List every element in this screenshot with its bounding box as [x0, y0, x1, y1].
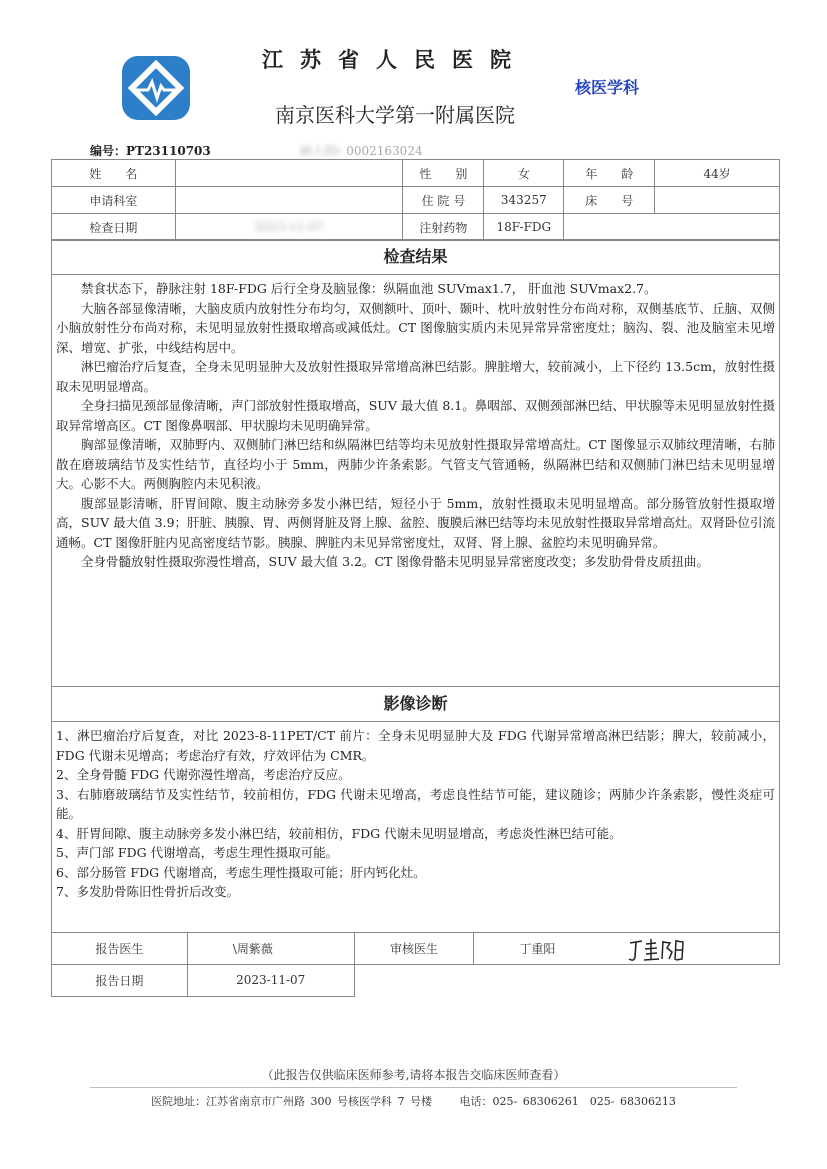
dept-value — [175, 187, 403, 214]
age-label: 年 龄 — [564, 160, 655, 187]
patient-info-table — [51, 159, 780, 241]
drug-label: 注射药物 — [403, 214, 484, 241]
bed-value — [655, 187, 780, 214]
result-paragraph: 淋巴瘤治疗后复查，全身未见明显肿大及放射性摄取异常增高淋巴结影。脾脏增大，较前减小，上下径约 13.5cm，放射性摄取未见明显增高。 — [56, 359, 775, 394]
patient-id — [300, 142, 423, 159]
diagnosis-item: 6、部分肠管 FDG 代谢增高，考虑生理性摄取可能；肝内钙化灶。 — [56, 864, 426, 880]
patient-id-value: 0002163024 — [346, 144, 423, 158]
name-label: 姓 名 — [52, 160, 176, 187]
empty-cell — [564, 214, 780, 241]
diagnosis-item: 2、全身骨髓 FDG 代谢弥漫性增高，考虑治疗反应。 — [56, 767, 351, 782]
report-number: 编号：PT23110703 — [90, 144, 211, 158]
diagnosis-item: 4、肝胃间隙、腹主动脉旁多发小淋巴结，较前相仿，FDG 代谢未见明显增高，考虑炎性淋巴结可能。 — [56, 825, 622, 841]
hospital-subtitle: 南京医科大学第一附属医院 — [275, 103, 515, 127]
diagnosis-item: 7、多发肋骨陈旧性骨折后改变。 — [56, 884, 239, 899]
handwritten-signature — [626, 935, 686, 965]
sex-label: 性 别 — [403, 160, 484, 187]
drug-value: 18F-FDG — [484, 214, 564, 241]
report-date-value: 2023-11-07 — [187, 965, 354, 997]
hospital-name: 江苏省人民医院 — [262, 47, 528, 72]
age-value: 44岁 — [655, 160, 780, 187]
bed-label: 床 号 — [564, 187, 655, 214]
dept-label: 申请科室 — [52, 187, 176, 214]
reporter-label: 报告医生 — [52, 933, 188, 965]
sex-value: 女 — [484, 160, 564, 187]
results-body — [52, 275, 779, 576]
footer-divider — [90, 1087, 737, 1088]
patient-id-label: 病人ID: — [300, 144, 343, 158]
empty-cell — [354, 965, 779, 997]
result-paragraph: 禁食状态下，静脉注射 18F-FDG 后行全身及脑显像：纵隔血池 SUVmax1.7， 肝血池 SUVmax2.7。 — [81, 281, 657, 296]
reviewer-label: 审核医生 — [354, 933, 474, 965]
report-date-label: 报告日期 — [52, 965, 188, 997]
result-paragraph: 大脑各部显像清晰，大脑皮质内放射性分布均匀，双侧额叶、顶叶、颞叶、枕叶放射性分布尚对称，双侧基底节、丘脑、双侧小脑放射性分布尚对称，未见明显放射性摄取增高或减低灶。CT 图像脑实质内未见异常异常密度灶；脑沟、裂、池及脑室未见增深、增宽、扩张，中线结构居中。 — [56, 300, 775, 355]
footer-address: 医院地址：江苏省南京市广州路 300 号核医学科 7 号楼 电话：025- 68306261 025- 68306213 — [151, 1095, 676, 1108]
diagnosis-title: 影像诊断 — [52, 687, 779, 722]
hospital-logo-icon — [122, 56, 190, 120]
results-title: 检查结果 — [52, 240, 779, 275]
inpatient-value: 343257 — [484, 187, 564, 214]
diagnosis-item: 3、右肺磨玻璃结节及实性结节，较前相仿，FDG 代谢未见增高，考虑良性结节可能，建议随诊；两肺少许条索影，慢性炎症可能。 — [56, 786, 775, 821]
diagnosis-section — [51, 686, 780, 933]
reporter-value: \周紫薇 — [187, 933, 354, 965]
results-section — [51, 239, 780, 687]
inpatient-label: 住 院 号 — [403, 187, 484, 214]
result-paragraph: 胸部显像清晰，双肺野内、双侧肺门淋巴结和纵隔淋巴结等均未见放射性摄取异常增高灶。CT 图像显示双肺纹理清晰，右肺散在磨玻璃结节及实性结节，直径均小于 5mm，两肺少许条索影。气管支气管通畅，纵隔淋巴结和双侧肺门淋巴结未见明显增大。心影不大。两侧胸腔内未见积液。 — [56, 437, 775, 491]
exam-date-value: 2023-11-07 — [175, 214, 403, 241]
diagnosis-body — [52, 722, 779, 906]
diagnosis-item: 5、声门部 FDG 代谢增高，考虑生理性摄取可能。 — [56, 845, 339, 860]
footer-note: （此报告仅供临床医师参考,请将本报告交临床医师查看） — [261, 1068, 566, 1082]
result-paragraph: 全身骨髓放射性摄取弥漫性增高，SUV 最大值 3.2。CT 图像骨骼未见明显异常密度改变；多发肋骨骨皮质扭曲。 — [81, 554, 709, 569]
result-paragraph: 腹部显影清晰，肝胃间隙、腹主动脉旁多发小淋巴结，短径小于 5mm，放射性摄取未见明显增高。部分肠管放射性摄取增高，SUV 最大值 3.9；肝脏、胰腺、胃、两侧肾脏及肾上腺、盆腔、腹膜后淋巴结等均未见放射性摄取异常增高灶。双肾卧位引流通畅。CT 图像肝脏内见高密度结节影。胰腺、脾脏内未见异常密度灶，双肾、肾上腺、盆腔均未见明确异常。 — [56, 495, 775, 550]
exam-date-label: 检查日期 — [52, 214, 176, 241]
diagnosis-item: 1、淋巴瘤治疗后复查，对比 2023-8-11PET/CT 前片：全身未见明显肿大及 FDG 代谢异常增高淋巴结影；脾大，较前减小，FDG 代谢未见增高；考虑治疗有效，疗效评估为 CMR。 — [56, 728, 775, 763]
department-name: 核医学科 — [575, 78, 640, 97]
result-paragraph: 全身扫描见颈部显像清晰，声门部放射性摄取增高，SUV 最大值 8.1。鼻咽部、双侧颈部淋巴结、甲状腺等未见明显放射性摄取异常增高区。CT 图像鼻咽部、甲状腺均未见明确异常。 — [56, 398, 775, 433]
name-value — [175, 160, 403, 187]
reviewer-value: 丁重阳 — [474, 933, 780, 965]
